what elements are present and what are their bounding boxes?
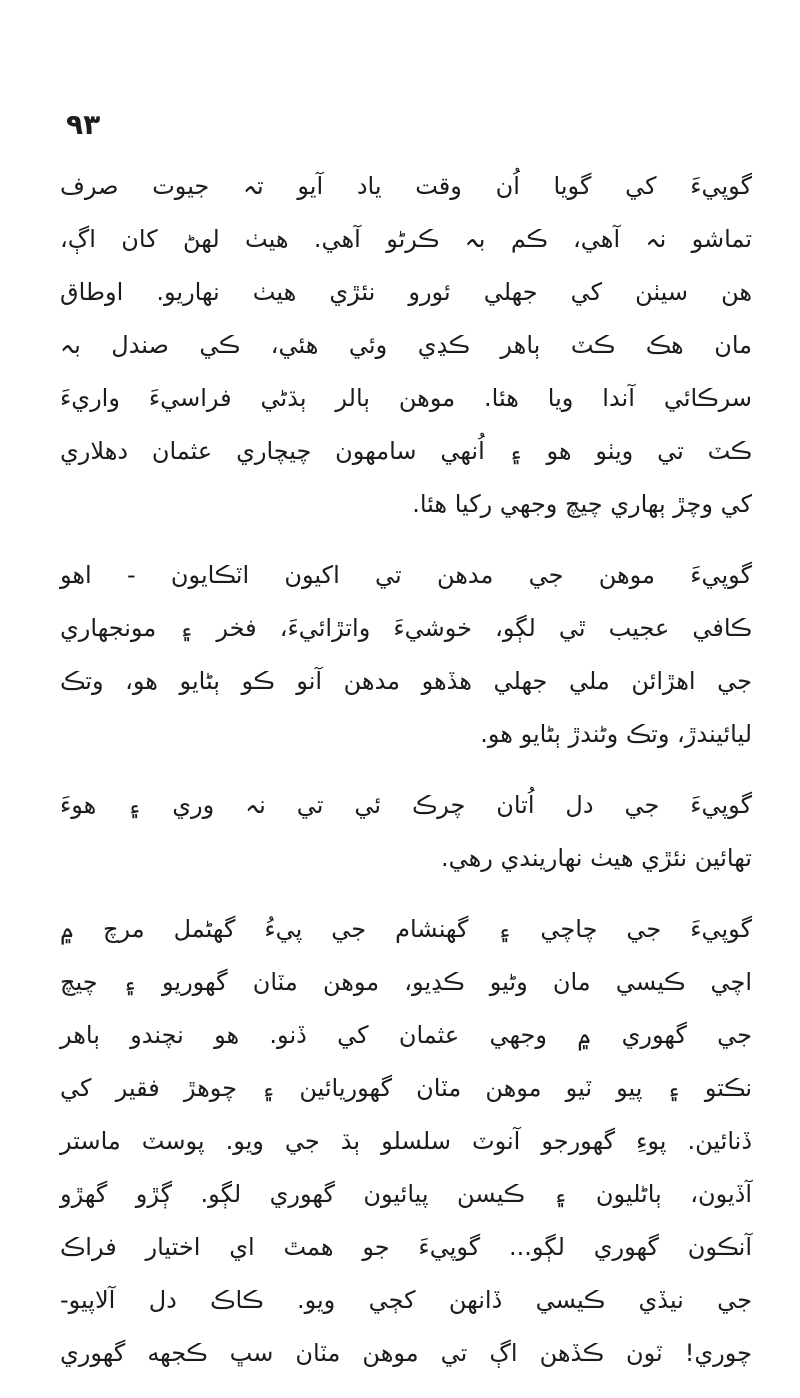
paragraph-1: [60, 160, 752, 531]
text-line: گوپيءَ جي چاچي ۽ گهنشام جي پيءُ گهڻمل مرچ ۾: [60, 915, 752, 943]
text-line: اچي ڪيسي مان وڻيو ڪڍيو، موهن مٽان گهوريو ۽ چيچ: [60, 968, 752, 996]
text-line: کي وچڙ ٻهاري چيچ وجهي رکيا هئا.: [412, 490, 752, 518]
text-line: ڏنائين. پوءِ گهورجو آنوٽ سلسلو ٻڌ جي ويو. پوسٽ ماستر: [60, 1127, 752, 1155]
page-number: ٩٣: [66, 108, 101, 141]
text-line: جي اهڙائن ملي جهلي هڏهو مدهن آنو ڪو ٻڻايو هو، وتڪ: [60, 667, 752, 695]
text-line: ڪافي عجيب ٿي لڳو، خوشيءَ واتڙائيءَ، فخر ۽ مونجهاري: [60, 614, 752, 642]
text-line: تماشو نہ آهي، ڪم بہ ڪرڻو آهي. هيٺ لهڻ کان اڳ،: [60, 225, 752, 253]
text-line: ليائيندڙ، وتڪ وڻندڙ ٻڻايو هو.: [480, 720, 752, 748]
text-line: نڪتو ۽ پيو ٽيو موهن مٽان گهوريائين ۽ چوهڙ فقير کي: [60, 1074, 752, 1102]
text-line: آنڪون گهوري لڳو... گوپيءَ جو همٿ اي اختيار فراڪ: [60, 1233, 752, 1261]
paragraph-3: [60, 779, 752, 885]
text-line: سرڪائي آندا ويا هئا. موهن ٻالر ٻڌڻي فراسيءَ واريءَ: [60, 384, 752, 412]
text-line: گوپيءَ کي گويا اُن وقت ياد آيو تہ جيوت صرف: [60, 172, 752, 200]
text-line: ڪٽ تي ويٺو هو ۽ اُنهي سامهون چيچاري عثمان دهلاري: [60, 437, 752, 465]
text-line: هن سيٺن کي جهلي ئورو نئڙي هيٺ نهاريو. اوطاق: [60, 278, 752, 306]
paragraph-2: [60, 549, 752, 761]
text-line: تهائين نئڙي هيٺ نهاريندي رهي.: [440, 844, 752, 872]
text-line: جي نيڏي ڪيسي ڏانهن کڄي ويو. ڪاڪ دل آلاپيو-: [60, 1286, 752, 1314]
paragraph-4: [60, 903, 752, 1380]
body-text: [60, 160, 752, 1398]
text-line: گوپيءَ موهن جي مدهن تي اکيون اٽڪايون - اهو: [60, 561, 752, 589]
text-line: آڏيون، ٻاڻليون ۽ ڪيسن پيائيون گهوري لڳو. ڳڙو گهڙو: [60, 1180, 752, 1208]
text-line: گوپيءَ جي دل اُتان چرڪ ئي تي نہ وري ۽ هوءَ: [60, 791, 752, 819]
text-line: جي گهوري ۾ وجهي عثمان کي ڏنو. هو نچندو ٻاهر: [60, 1021, 752, 1049]
text-line: چوري! ٽون ڪڏهن اڳ تي موهن مٽان سڀ ڪجهه گهوري: [60, 1339, 752, 1367]
text-line: مان هڪ ڪٽ ٻاهر ڪڍي وئي هئي، ڪي صندل بہ: [60, 331, 752, 359]
